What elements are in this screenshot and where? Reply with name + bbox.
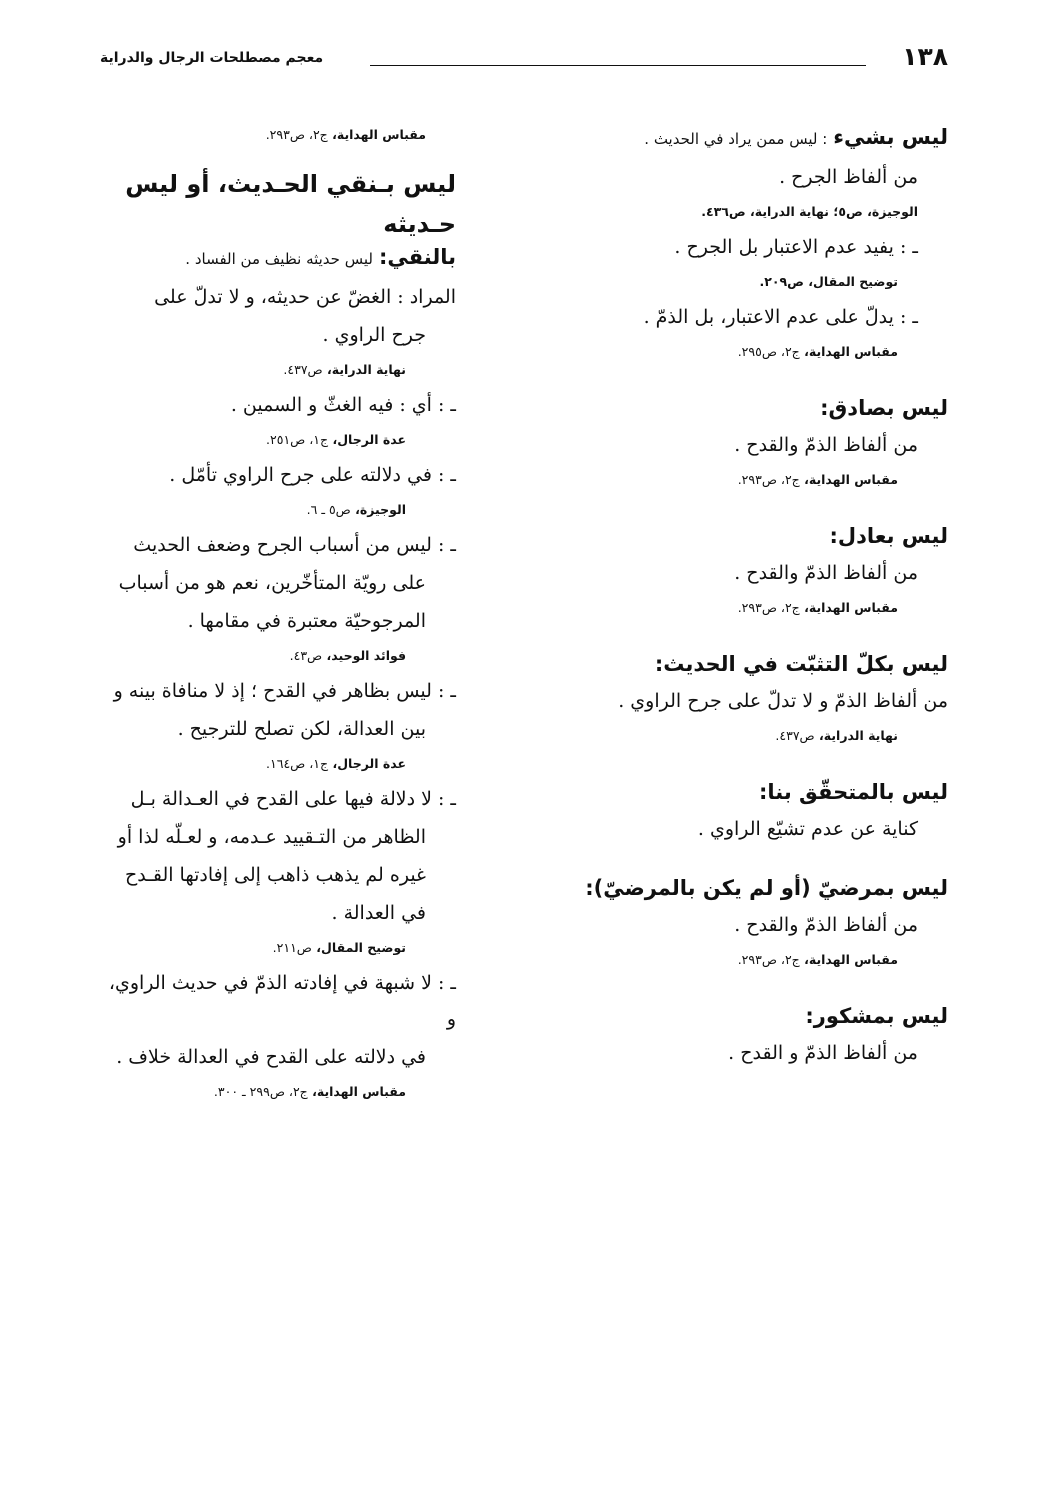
reference: [96, 641, 456, 671]
reference-source: مقباس الهداية،: [804, 344, 898, 359]
reference: [568, 593, 948, 623]
definition: ـ : يدلّ على عدم الاعتبار، بل الذمّ .: [643, 306, 918, 328]
reference-location: ج٢، ص٢٩٣.: [265, 127, 328, 142]
definition-line: ـ : ليس من أسباب الجرح وضعف الحديث: [133, 534, 456, 556]
reference: [96, 120, 456, 150]
entry-term: ليس بالمتحقّق بنا:: [759, 780, 948, 804]
reference-source: مقباس الهداية،: [804, 600, 898, 615]
definition: من ألفاظ الذمّ و القدح .: [728, 1042, 918, 1064]
definition: ـ : يفيد عدم الاعتبار بل الجرح .: [674, 236, 918, 258]
running-title: معجم مصطلحات الرجال والدراية: [100, 50, 324, 66]
reference: [568, 337, 948, 367]
definition: من ألفاظ الذمّ و لا تدلّ على جرح الراوي .: [618, 690, 948, 712]
entry-laysa-bilmutahaqqiq: [568, 775, 948, 847]
reference-location: ج١، ص٢٥١.: [266, 432, 329, 447]
reference: [568, 465, 948, 495]
definition: من ألفاظ الجرح .: [779, 166, 918, 188]
entry-laysa-binaqi-alhadith: [96, 164, 456, 1107]
reference-source: مقباس الهداية،: [312, 1084, 406, 1099]
reference: الوجيزة، ص٥؛ نهاية الدراية، ص٤٣٦.: [701, 204, 918, 219]
entry-laysa-bishay: [568, 120, 948, 367]
entry-term: ليس بكلّ التثبّت في الحديث:: [654, 652, 948, 676]
reference-location: ج٢، ص٢٩٥.: [737, 344, 800, 359]
definition: من ألفاظ الذمّ والقدح .: [734, 562, 918, 584]
reference: [96, 495, 456, 525]
entry-laysa-biadil: [568, 519, 948, 623]
reference-source: عدة الرجال،: [332, 756, 406, 771]
definition-line: ـ : ليس بظاهر في القدح ؛ إذ لا منافاة بينه و: [113, 680, 456, 702]
entry-term: ليس بمرضيّ (أو لم يكن بالمرضيّ):: [585, 876, 948, 900]
reference-location: ج٢، ص٢٩٣.: [737, 600, 800, 615]
reference-source: فوائد الوحيد،: [326, 648, 406, 663]
definition-line: الظاهر من التـقييد عـدمه، و لعـلّه لذا أو: [117, 826, 426, 848]
definition-line: على رويّة المتأخّرين، نعم هو من أسباب: [118, 572, 426, 594]
reference: [96, 1077, 456, 1107]
reference-location: ص٤٣٧.: [283, 362, 323, 377]
entry-laysa-bikull-altathabbut: [568, 647, 948, 751]
reference: [96, 933, 456, 963]
reference-source: مقباس الهداية،: [332, 127, 426, 142]
definition: كناية عن عدم تشيّع الراوي .: [697, 818, 918, 840]
entry-laysa-bimardiy: [568, 871, 948, 975]
page-header: [100, 40, 948, 80]
definition-line: جرح الراوي .: [322, 324, 426, 346]
definition-line: المراد : الغضّ عن حديثه، و لا تدلّ على: [154, 286, 456, 308]
entry-term-continued: بالنقي:: [379, 245, 456, 269]
reference-source: مقباس الهداية،: [804, 952, 898, 967]
definition-line: بين العدالة، لكن تصلح للترجيح .: [177, 718, 426, 740]
entry-inline-definition: ليس حديثه نظيف من الفساد .: [185, 250, 373, 268]
left-column: [96, 112, 456, 1109]
reference-source: نهاية الدراية،: [327, 362, 406, 377]
reference-location: ص٤٣.: [289, 648, 323, 663]
reference-source: توضيح المقال،: [316, 940, 406, 955]
reference-location: ص٤٣٧.: [775, 728, 815, 743]
reference-source: مقباس الهداية،: [804, 472, 898, 487]
definition-line: ـ : أي : فيه الغثّ و السمين .: [230, 394, 456, 416]
reference-location: ج١، ص١٦٤.: [266, 756, 329, 771]
right-column: [568, 112, 948, 1073]
reference: [96, 355, 456, 385]
definition-line: ـ : في دلالته على جرح الراوي تأمّل .: [169, 464, 456, 486]
definition-line: غيره لم يذهب ذاهب إلى إفادتها القـدح: [125, 864, 426, 886]
reference-location: ص٥ ـ ٦.: [306, 502, 351, 517]
entry-laysa-bimashkur: [568, 999, 948, 1071]
definition: من ألفاظ الذمّ والقدح .: [734, 914, 918, 936]
reference: توضيح المقال، ص٢٠٩.: [759, 274, 898, 289]
definition-line: ـ : لا شبهة في إفادته الذمّ في حديث الراوي، و: [108, 972, 456, 1030]
reference: [96, 425, 456, 455]
entry-laysa-bisadiq: [568, 391, 948, 495]
definition: من ألفاظ الذمّ والقدح .: [734, 434, 918, 456]
entry-term: ليس بـنقي الحـديث، أو ليس حـديثه: [125, 170, 456, 238]
reference-location: ج٢، ص٢٩٣.: [737, 472, 800, 487]
entry-term: ليس بمشكور:: [805, 1004, 948, 1028]
entry-term: ليس بعادل:: [829, 524, 948, 548]
definition-line: في دلالته على القدح في العدالة خلاف .: [116, 1046, 426, 1068]
reference-source: نهاية الدراية،: [819, 728, 898, 743]
entry-term: ليس بصادق:: [820, 396, 948, 420]
reference: [96, 749, 456, 779]
entry-inline-definition: : ليس ممن يراد في الحديث .: [644, 130, 828, 148]
reference-location: ج٢، ص٢٩٣.: [737, 952, 800, 967]
definition-line: المرجوحيّة معتبرة في مقامها .: [187, 610, 426, 632]
entry-term: ليس بشيء: [833, 125, 948, 149]
reference: [568, 721, 948, 751]
reference-source: الوجيزة،: [355, 502, 406, 517]
reference-location: ج٢، ص٢٩٩ ـ ٣٠٠.: [213, 1084, 308, 1099]
page-number: ١٣٨: [902, 42, 948, 71]
definition-line: ـ : لا دلالة فيها على القدح في العـدالة بـل: [130, 788, 456, 810]
definition-line: في العدالة .: [331, 902, 426, 924]
reference-location: ص٢١١.: [272, 940, 312, 955]
header-rule: [370, 65, 866, 66]
reference: [568, 945, 948, 975]
reference-source: عدة الرجال،: [332, 432, 406, 447]
